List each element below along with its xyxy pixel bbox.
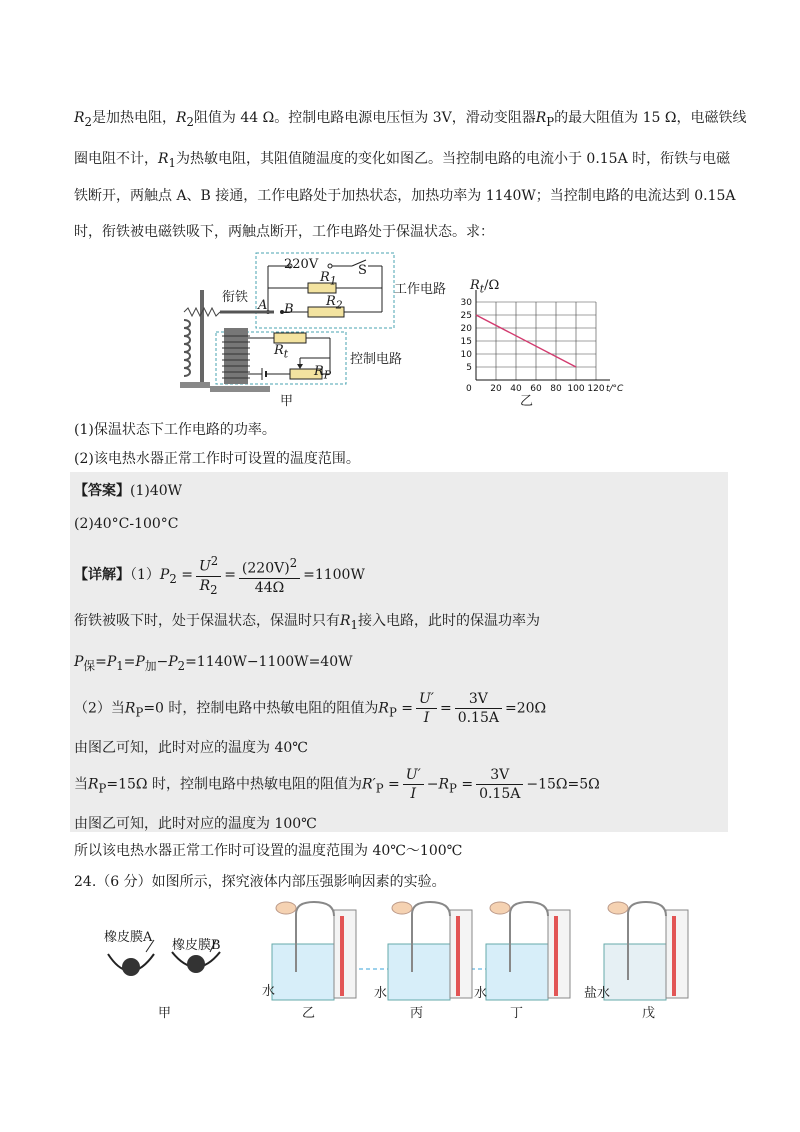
detail-s6-rsub: P (98, 781, 107, 796)
detail-s4-num1: U′ (416, 690, 437, 709)
detail-s3-p3: P (168, 654, 178, 670)
beaker-bing (388, 902, 472, 1000)
beaker-wu-body (604, 944, 666, 1000)
circuit-r1-text: R (320, 270, 330, 285)
detail-s4-den1: I (423, 710, 430, 726)
circuit-diagram (170, 250, 440, 410)
detail-s1-p: P (159, 567, 170, 584)
circuit-rp-text: R (314, 364, 324, 379)
caption-wu: 戊 (642, 1006, 656, 1021)
detail-s4-r: R (124, 700, 136, 717)
detail-s2-r: R (340, 613, 351, 629)
detail-s6-r2: R′ (362, 776, 376, 793)
detail-s1-frac-2 (239, 554, 300, 597)
problem-line-4: 时，衔铁被电磁铁吸下，两触点断开，工作电路处于保温状态。求： (74, 224, 494, 240)
detail-s3-p1: P (106, 654, 117, 670)
origin-label: 0 (466, 384, 472, 394)
problem-text-2a: 圈电阻不计， (74, 151, 158, 167)
switch-label: S (358, 263, 367, 278)
detail-s1-frac-1 (196, 552, 221, 598)
y-tick-label-3: 20 (460, 324, 472, 334)
circuit-r2-label (326, 294, 343, 312)
x-tick-label-3: 80 (550, 384, 562, 394)
contact-a-label: A (258, 298, 268, 313)
detail-s6-num2: 3V (476, 766, 523, 785)
r2-sub-2: 2 (186, 114, 194, 129)
caption-bing: 丙 (410, 1006, 424, 1021)
armature-label: 衔铁 (222, 290, 249, 305)
detail-s6-r3: R (438, 776, 450, 793)
detail-s3-rest: =1140W−1100W=40W (185, 654, 353, 670)
x-tick-label-1: 40 (510, 384, 522, 394)
answer-label: 【答案】 (74, 483, 130, 499)
detail-s3-minus: − (156, 654, 169, 670)
detail-line-8: 所以该电热水器正常工作时可设置的温度范围为 40℃～100℃ (74, 843, 463, 859)
detail-s6-r: R (88, 776, 99, 793)
chart-ylabel (470, 278, 499, 296)
ball-b (187, 955, 205, 973)
detail-s4-r2sub: P (388, 705, 397, 720)
detail-s4-den2: 0.15A (457, 710, 499, 726)
detail-s4-mid: =0 时，控制电路中热敏电阻的阻值为 (143, 700, 379, 717)
water-label-3: 水 (474, 986, 488, 1001)
detail-s4-frac-2 (455, 690, 502, 727)
circuit-r1-label (320, 270, 337, 288)
detail-s6-prefix: 当 (74, 776, 88, 793)
detail-s6-minus: − (426, 776, 439, 793)
problem-text-2c: 为热敏电阻，其阻值随温度的变化如图乙。当控制电路的电流小于 0.15A 时，衔铁与电磁 (175, 151, 731, 167)
detail-line-4: （2）当$R_P=0$ 时，控制电路中热敏电阻的阻值为$R_P$ = $\frac{U'}{I}$ = $\frac{3V}{0.15A}$ =20Ω (74, 691, 547, 726)
circuit-r1-sub: 1 (329, 274, 337, 288)
contact-b-label: B (284, 302, 294, 317)
detail-s4-result: =20Ω (505, 700, 547, 717)
detail-s3-p1sub: 1 (116, 658, 124, 673)
detail-s4-num2: 3V (455, 690, 502, 709)
question-24: 24.（6 分）如图所示，探究液体内部压强影响因素的实验。 (74, 874, 446, 890)
rt-resistor (274, 333, 306, 343)
rp-symbol: R (535, 110, 547, 126)
membrane-b-label: 橡皮膜B (172, 938, 221, 953)
detail-s6-r2sub: P (375, 781, 384, 796)
circuit-caption: 甲 (280, 394, 294, 409)
work-circuit-label: 工作电路 (394, 282, 447, 297)
problem-text-1d: 阻值为 44 Ω。控制电路电源电压恒为 3V，滑动变阻器 (193, 110, 536, 126)
detail-s1-den2: 44Ω (254, 579, 285, 596)
question-1: (1)保温状态下工作电路的功率。 (74, 422, 276, 438)
x-axis-label: t/°C (606, 384, 624, 394)
problem-text-1f: 的最大阻值为 15 Ω，电磁铁线 (554, 110, 747, 126)
water-label-1: 水 (262, 984, 276, 999)
y-tick-label-4: 25 (460, 311, 472, 321)
detail-s6-r3sub: P (449, 781, 457, 796)
r2-symbol-2: R (175, 110, 187, 126)
caption-yi: 乙 (302, 1006, 316, 1021)
circuit-rt-label (274, 343, 288, 361)
water-label-2: 水 (374, 986, 388, 1001)
r2-sub: 2 (84, 114, 92, 129)
saltwater-label: 盐水 (584, 986, 611, 1001)
caption-jia: 甲 (158, 1006, 172, 1021)
beaker-ding (486, 902, 570, 1000)
detail-s4-prefix: （2）当 (74, 700, 125, 717)
membrane-a-label: 橡皮膜A (104, 930, 153, 945)
chart-ylabel-text: R (470, 278, 480, 293)
problem-line-1 (74, 108, 746, 132)
detail-line-2 (74, 611, 540, 635)
detail-s3-psub: 保 (83, 658, 96, 673)
chart-ylabel-unit: /Ω (484, 278, 500, 293)
detail-s6-mid: =15Ω 时，控制电路中热敏电阻的阻值为 (106, 776, 362, 793)
detail-s6-num1: U′ (403, 766, 424, 785)
detail-label: 【详解】 (74, 567, 130, 584)
detail-s1-num1sup: 2 (210, 554, 219, 568)
detail-s1-result: =1100W (303, 567, 365, 584)
detail-s2-rsub: 1 (350, 617, 358, 632)
chart-ylabel-sub: t (479, 282, 485, 296)
detail-s1-num2: (220V) (241, 560, 290, 577)
detail-s6-den1: I (410, 786, 417, 802)
detail-s6-frac-2 (476, 766, 523, 803)
detail-s6-frac-1 (403, 766, 424, 803)
detail-s1-num1: U (198, 558, 211, 575)
detail-s1-den1sub: 2 (210, 582, 218, 597)
x-tick-label-2: 60 (530, 384, 542, 394)
beaker-wu (604, 902, 688, 1000)
y-tick-label-1: 10 (460, 350, 472, 360)
control-circuit-label: 控制电路 (350, 352, 403, 367)
detail-s3-p2: P (135, 654, 145, 670)
beaker-bing-body (388, 944, 450, 1000)
x-tick-label-4: 100 (567, 384, 585, 394)
detail-line-5: 由图乙可知，此时对应的温度为 40℃ (74, 740, 308, 756)
detail-s6-den2: 0.15A (479, 786, 521, 802)
r1-sub: 1 (168, 155, 176, 170)
detail-line-7: 由图乙可知，此时对应的温度为 100℃ (74, 816, 317, 832)
detail-s1-num2sup: 2 (289, 555, 298, 570)
beaker-ding-body (486, 944, 548, 1000)
x-tick-label-5: 120 (587, 384, 605, 394)
voltage-label: 220V (284, 257, 319, 272)
detail-s3-p2sub: 加 (144, 658, 157, 673)
rp-sub: P (546, 114, 555, 129)
answer-line-1 (74, 481, 182, 501)
detail-s1-prefix: （1） (130, 567, 160, 584)
r2-symbol: R (74, 110, 85, 126)
beaker-yi (272, 902, 356, 1000)
problem-line-2 (74, 149, 730, 173)
detail-s3-p: P (74, 654, 84, 670)
detail-s3-p3sub: 2 (177, 658, 186, 673)
answer-1: (1)40W (130, 483, 183, 499)
circuit-rt-sub: t (283, 347, 289, 361)
r1-symbol: R (158, 151, 169, 167)
beaker-yi-body (272, 944, 334, 1000)
detail-s4-r2: R (378, 700, 389, 717)
problem-text-1b: 是加热电阻， (91, 110, 176, 126)
ball-a (122, 958, 140, 976)
x-tick-label-0: 20 (490, 384, 502, 394)
detail-s2-text: 衔铁被吸下时，处于保温状态，保温时只有 (74, 613, 340, 629)
circuit-rp-label (314, 364, 331, 382)
detail-s3-eq2: = (123, 654, 136, 670)
circuit-r2-text: R (326, 294, 336, 309)
circuit-rp-sub: P (323, 368, 332, 382)
y-tick-label-2: 15 (460, 337, 472, 347)
detail-line-6: 当$R_P=15\Omega$ 时，控制电路中热敏电阻的阻值为$R'_P$ = $\frac{U'}{I}$ $-R_P$ = $\frac{3V}{0.15A}$ −15Ω=5Ω (74, 767, 600, 802)
detail-s3-eq: = (95, 654, 107, 670)
circuit-rt-text: R (274, 343, 284, 358)
detail-s6-result: −15Ω=5Ω (526, 776, 600, 793)
circuit-r2-sub: 2 (335, 298, 343, 312)
detail-line-1: 【详解】$(1)P_2$ = $\frac{U^2}{R_2}$ = $\frac{(220V)^2}{44\Omega}$ =1100W (74, 554, 365, 597)
problem-line-3: 铁断开，两触点 A、B 接通，工作电路处于加热状态，加热功率为 1140W；当控制电路的电流达到 0.15A (74, 188, 736, 204)
y-tick-label-0: 5 (466, 363, 472, 373)
caption-ding: 丁 (510, 1006, 524, 1021)
detail-line-3 (74, 652, 353, 676)
detail-s1-psub: 2 (169, 572, 177, 587)
detail-s1-den1: R (199, 577, 211, 594)
answer-2: (2)40°C-100°C (74, 516, 179, 532)
y-tick-label-5: 30 (460, 298, 472, 308)
detail-s4-rsub: P (135, 705, 144, 720)
detail-s4-frac-1 (416, 690, 437, 727)
question-2: (2)该电热水器正常工作时可设置的温度范围。 (74, 451, 360, 467)
chart-grid (476, 302, 596, 380)
chart-caption: 乙 (520, 394, 534, 409)
detail-s2-end: 接入电路，此时的保温功率为 (357, 613, 540, 629)
